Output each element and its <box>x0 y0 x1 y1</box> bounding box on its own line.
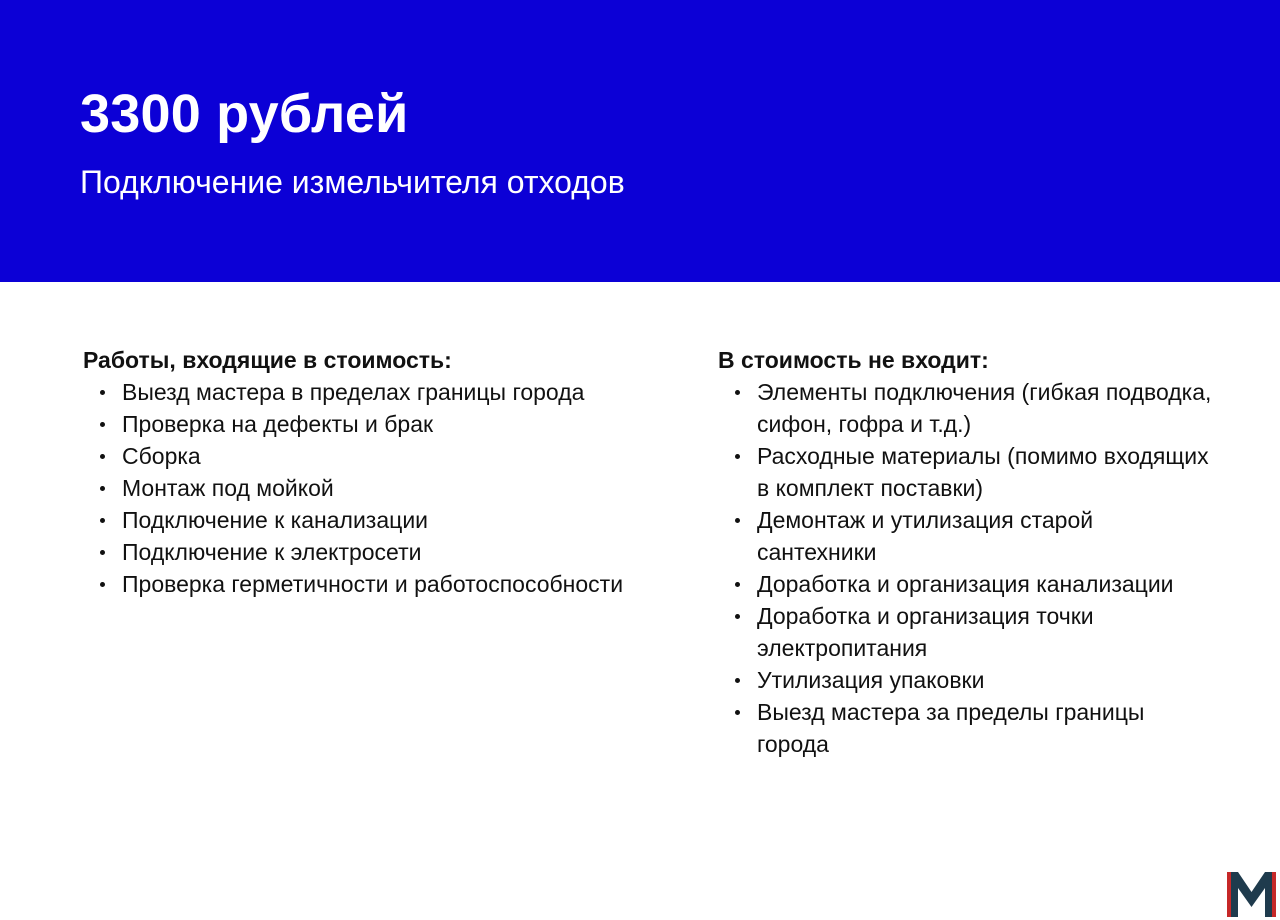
logo-m-shape <box>1227 872 1276 917</box>
list-item: Выезд мастера за пределы границы города <box>718 696 1218 760</box>
list-item: Проверка герметичности и работоспособности <box>83 568 673 600</box>
included-works-list <box>83 376 673 600</box>
list-item: Подключение к электросети <box>83 536 673 568</box>
list-item: Монтаж под мойкой <box>83 472 673 504</box>
list-item: Доработка и организация точки электропитания <box>718 600 1218 664</box>
list-item: Доработка и организация канализации <box>718 568 1218 600</box>
list-item: Расходные материалы (помимо входящих в комплект поставки) <box>718 440 1218 504</box>
list-item: Утилизация упаковки <box>718 664 1218 696</box>
service-name: Подключение измельчителя отходов <box>80 164 625 200</box>
list-item: Элементы подключения (гибкая подводка, сифон, гофра и т.д.) <box>718 376 1218 440</box>
included-works-section <box>83 344 673 600</box>
m-logo-icon <box>1227 872 1276 917</box>
list-item: Выезд мастера в пределах границы города <box>83 376 673 408</box>
excluded-works-section <box>718 344 1218 760</box>
included-works-heading: Работы, входящие в стоимость: <box>83 347 452 373</box>
list-item: Сборка <box>83 440 673 472</box>
excluded-works-list <box>718 376 1218 760</box>
list-item: Проверка на дефекты и брак <box>83 408 673 440</box>
price-banner <box>0 0 1280 282</box>
excluded-works-heading: В стоимость не входит: <box>718 347 989 373</box>
price-title: 3300 рублей <box>80 84 409 144</box>
list-item: Демонтаж и утилизация старой сантехники <box>718 504 1218 568</box>
list-item: Подключение к канализации <box>83 504 673 536</box>
